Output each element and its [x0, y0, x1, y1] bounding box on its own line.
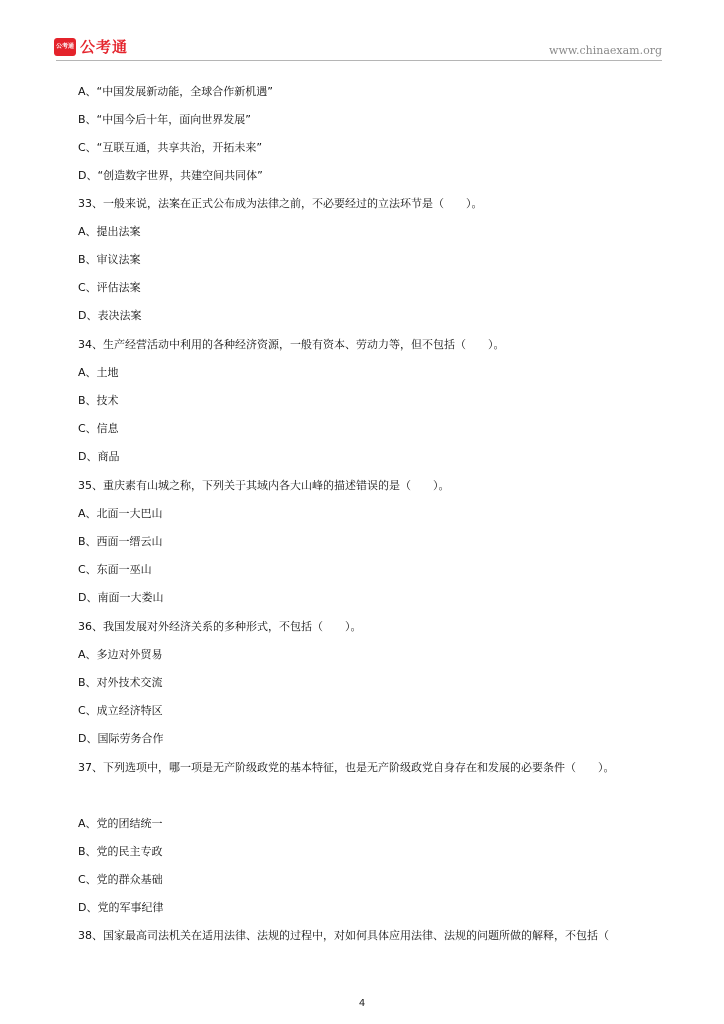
- option-line: A、提出法案: [78, 225, 141, 238]
- option-line: B、党的民主专政: [78, 845, 163, 858]
- option-line: D、表决法案: [78, 309, 142, 322]
- logo-text: 公考通: [80, 38, 129, 56]
- question-line: 36、我国发展对外经济关系的多种形式，不包括（ ）。: [78, 620, 362, 633]
- logo-mark-icon: 公考通: [54, 38, 76, 56]
- option-line: A、党的团结统一: [78, 817, 163, 830]
- question-line: 33、一般来说，法案在正式公布成为法律之前，不必要经过的立法环节是（ ）。: [78, 197, 483, 210]
- question-line: 37、下列选项中，哪一项是无产阶级政党的基本特征，也是无产阶级政党自身存在和发展的必要条件（ ）。: [78, 761, 615, 774]
- question-line: 34、生产经营活动中利用的各种经济资源，一般有资本、劳动力等，但不包括（ ）。: [78, 338, 505, 351]
- option-line: C、“互联互通，共享共治，开拓未来”: [78, 141, 263, 154]
- option-line: C、评估法案: [78, 281, 141, 294]
- option-line: B、西面一缙云山: [78, 535, 163, 548]
- question-line: 38、国家最高司法机关在适用法律、法规的过程中，对如何具体应用法律、法规的问题所做的解释，不包括（: [78, 929, 609, 942]
- page-number: 4: [358, 998, 366, 1009]
- option-line: D、商品: [78, 450, 120, 463]
- option-line: B、“中国今后十年，面向世界发展”: [78, 113, 251, 126]
- option-line: C、成立经济特区: [78, 704, 163, 717]
- option-line: A、多边对外贸易: [78, 648, 163, 661]
- logo: [54, 36, 128, 57]
- page-header: [0, 0, 724, 62]
- header-divider: [56, 60, 662, 61]
- option-line: B、技术: [78, 394, 119, 407]
- option-line: D、“创造数字世界，共建空间共同体”: [78, 169, 263, 182]
- option-line: C、信息: [78, 422, 119, 435]
- site-url[interactable]: www.chinaexam.org: [549, 44, 662, 57]
- option-line: B、审议法案: [78, 253, 141, 266]
- option-line: B、对外技术交流: [78, 676, 163, 689]
- option-line: D、党的军事纪律: [78, 901, 164, 914]
- option-line: C、党的群众基础: [78, 873, 163, 886]
- option-line: A、北面一大巴山: [78, 507, 163, 520]
- option-line: A、土地: [78, 366, 119, 379]
- option-line: A、“中国发展新动能，全球合作新机遇”: [78, 85, 273, 98]
- option-line: C、东面一巫山: [78, 563, 152, 576]
- option-line: D、南面一大娄山: [78, 591, 164, 604]
- question-line: 35、重庆素有山城之称，下列关于其域内各大山峰的描述错误的是（ ）。: [78, 479, 450, 492]
- option-line: D、国际劳务合作: [78, 732, 164, 745]
